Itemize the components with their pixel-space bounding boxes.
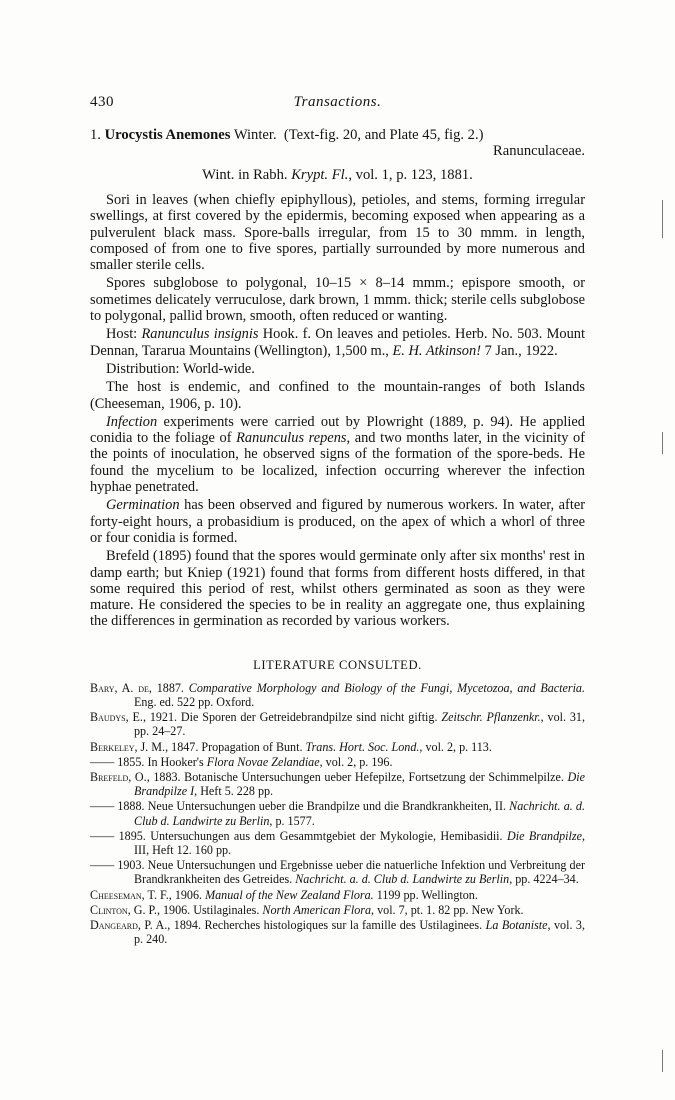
reference-details: Eng. ed. 522 pp. Oxford. bbox=[134, 694, 255, 709]
reference-text: 1895. Untersuchungen aus dem Gesammtgebiet der Mykologie, Hemibasidii. bbox=[114, 828, 507, 843]
scan-mark bbox=[662, 1050, 663, 1072]
species-heading bbox=[90, 127, 585, 143]
reference-text: 1888. Neue Untersuchungen ueber die Brandpilze und die Brandkrankheiten, II. bbox=[114, 799, 510, 814]
reference-text: , 1906. bbox=[168, 887, 206, 902]
infection-paragraph bbox=[90, 414, 585, 495]
literature-heading: LITERATURE CONSULTED. bbox=[253, 657, 422, 672]
reference-author: Brefeld, O. bbox=[90, 769, 147, 784]
reference-author: —— bbox=[90, 828, 115, 843]
reference-text: , 1887. bbox=[148, 680, 189, 695]
germination-lead: Germination bbox=[106, 497, 180, 514]
reference-details: , vol. 3, p. 240. bbox=[134, 917, 586, 947]
scan-mark bbox=[662, 200, 663, 238]
species-citation bbox=[90, 167, 585, 184]
species-number: 1. bbox=[90, 127, 101, 143]
reference-details: , vol. 7, pt. 1. 82 pp. New York. bbox=[371, 902, 524, 917]
reference-entry bbox=[90, 829, 585, 857]
reference-author: —— bbox=[90, 799, 115, 814]
reference-source: Nachricht. a. d. Club d. Landwirte zu Berlin bbox=[134, 799, 585, 828]
reference-text: , 1921. Die Sporen der Getreidebrandpilze sind nicht giftig. bbox=[142, 710, 442, 725]
reference-source: Trans. Hort. Soc. Lond. bbox=[305, 739, 420, 754]
germination-paragraph bbox=[90, 497, 585, 546]
reference-source: North American Flora bbox=[262, 902, 372, 917]
reference-source: Comparative Morphology and Biology of the Fungi, Mycetozoa, and Bacteria. bbox=[188, 680, 585, 695]
reference-author: Clinton, G. P. bbox=[90, 902, 157, 917]
reference-author: Dangeard, P. A. bbox=[90, 917, 168, 932]
reference-entry bbox=[90, 918, 585, 946]
host-details: Hook. f. On leaves and petioles. Herb. No. 503. Mount Dennan, Tararua Mountains (Wellington), 1,500 m., bbox=[90, 326, 585, 359]
reference-text: 1903. Neue Untersuchungen und Ergebnisse ueber die natuerliche Infektion und Verbreitung der Brandkrankheiten des Getreides. bbox=[114, 858, 585, 887]
citation-work: Krypt. Fl. bbox=[291, 167, 349, 183]
spores-paragraph: Spores subglobose to polygonal, 10–15 × 8–14 mmm.; epispore smooth, or sometimes delicately verruculose, dark brown, 1 mmm. thick; sterile cells subglobose to polygonal, pallid brown, smooth, often reduced or wanting. bbox=[90, 275, 585, 325]
reference-details: , p. 1577. bbox=[269, 813, 315, 828]
reference-author: Berkeley, J. M. bbox=[90, 739, 166, 754]
page-number: 430 bbox=[90, 94, 114, 110]
collector: E. H. Atkinson! bbox=[392, 342, 481, 359]
endemic-paragraph: The host is endemic, and confined to the mountain-ranges of both Islands (Cheeseman, 1906, p. 10). bbox=[90, 379, 585, 412]
reference-details: , III, Heft 12. 160 pp. bbox=[134, 828, 585, 857]
host-paragraph bbox=[90, 326, 585, 359]
figure-reference: (Text-fig. 20, and Plate 45, fig. 2.) bbox=[283, 127, 484, 143]
citation-post: , vol. 1, p. 123, 1881. bbox=[348, 167, 473, 183]
reference-details: , vol. 2, p. 196. bbox=[319, 754, 393, 769]
reference-source: Flora Novae Zelandiae bbox=[206, 754, 320, 769]
running-title: Transactions. bbox=[293, 94, 382, 110]
reference-entry bbox=[90, 858, 585, 886]
reference-text: , 1894. Recherches histologiques sur la famille des Ustilaginees. bbox=[167, 917, 486, 932]
reference-author: —— bbox=[90, 754, 115, 769]
host-species: Ranunculus insignis bbox=[141, 326, 259, 343]
reference-source: Nachricht. a. d. Club d. Landwirte zu Berlin bbox=[295, 872, 510, 887]
description-body bbox=[90, 192, 585, 630]
species-authority: Winter. bbox=[233, 127, 277, 143]
reference-text: , 1847. Propagation of Bunt. bbox=[165, 739, 306, 754]
host-label: Host: bbox=[106, 326, 142, 343]
infection-text-a: experiments were carried out by Plowright (1889, p. 94). He applied conidia to the foliage of bbox=[90, 413, 585, 447]
reference-details: , Heft 5. 228 pp. bbox=[194, 784, 274, 799]
reference-details: , vol. 31, pp. 24–27. bbox=[134, 710, 585, 739]
reference-text: , 1906. Ustilaginales. bbox=[156, 902, 263, 917]
scan-mark bbox=[662, 432, 663, 454]
reference-details: , vol. 2, p. 113. bbox=[419, 739, 492, 754]
reference-source: Die Brandpilze bbox=[507, 828, 582, 843]
collection-date: 7 Jan., 1922. bbox=[480, 342, 558, 359]
reference-source: Manual of the New Zealand Flora. bbox=[205, 887, 374, 902]
reference-entry bbox=[90, 755, 585, 769]
reference-details: , pp. 4224–34. bbox=[509, 872, 579, 887]
page-content bbox=[90, 94, 585, 947]
host-family: Ranunculaceae. bbox=[493, 143, 585, 159]
reference-list bbox=[90, 681, 585, 947]
brefeld-paragraph: Brefeld (1895) found that the spores would germinate only after six months' rest in damp earth; but Kniep (1921) found that forms from different hosts differed, in that some required this period of rest, whilst others germinated as soon as they were mature. He considered the species to be in reality an aggregate one, thus explaining the differences in germination as recorded by various workers. bbox=[90, 548, 585, 630]
infection-text-b: , and two months later, in the vicinity of the points of inoculation, he observed signs of the formation of the spore-beds. He found the mycelium to be localized, infection occurring wherever the infection hyphae penetrated. bbox=[90, 430, 585, 496]
reference-details: 1199 pp. Wellington. bbox=[373, 887, 478, 902]
reference-entry bbox=[90, 770, 585, 798]
reference-entry bbox=[90, 799, 585, 827]
sori-paragraph: Sori in leaves (when chiefly epiphyllous), petioles, and stems, forming irregular swellings, at first covered by the epidermis, becoming exposed when appearing as a pulverulent black mass. Spore-balls irregular, from 15 to 30 mmm. in length, composed of from one to five spores, partially surrounded by more numerous and smaller sterile cells. bbox=[90, 192, 585, 274]
reference-text: 1855. In Hooker's bbox=[114, 754, 207, 769]
reference-entry bbox=[90, 681, 585, 709]
page-header bbox=[90, 94, 585, 116]
reference-entry bbox=[90, 903, 585, 917]
germination-text: has been observed and figured by numerous workers. In water, after forty-eight hours, a probasidium is produced, on the apex of which a whorl of three or four conidia is formed. bbox=[90, 497, 585, 546]
reference-author: Cheeseman, T. F. bbox=[90, 887, 169, 902]
reference-source: Zeitschr. Pflanzenkr. bbox=[441, 710, 541, 725]
infection-species: Ranunculus repens bbox=[236, 430, 347, 447]
reference-author: Baudys, E. bbox=[90, 710, 143, 725]
distribution-paragraph: Distribution: World-wide. bbox=[106, 360, 255, 377]
citation-pre: Wint. in Rabh. bbox=[202, 167, 288, 183]
species-name: Urocystis Anemones bbox=[104, 127, 231, 143]
reference-author: Bary, A. de bbox=[90, 680, 149, 695]
reference-author: —— bbox=[90, 858, 115, 873]
reference-source: La Botaniste bbox=[485, 917, 548, 932]
reference-source: Die Brandpilze I bbox=[134, 769, 586, 799]
reference-entry bbox=[90, 888, 585, 902]
reference-entry bbox=[90, 740, 585, 754]
reference-text: , 1883. Botanische Untersuchungen ueber Hefepilze, Fortsetzung der Schimmelpilze. bbox=[146, 769, 568, 784]
infection-lead: Infection bbox=[106, 413, 158, 430]
reference-entry bbox=[90, 710, 585, 738]
